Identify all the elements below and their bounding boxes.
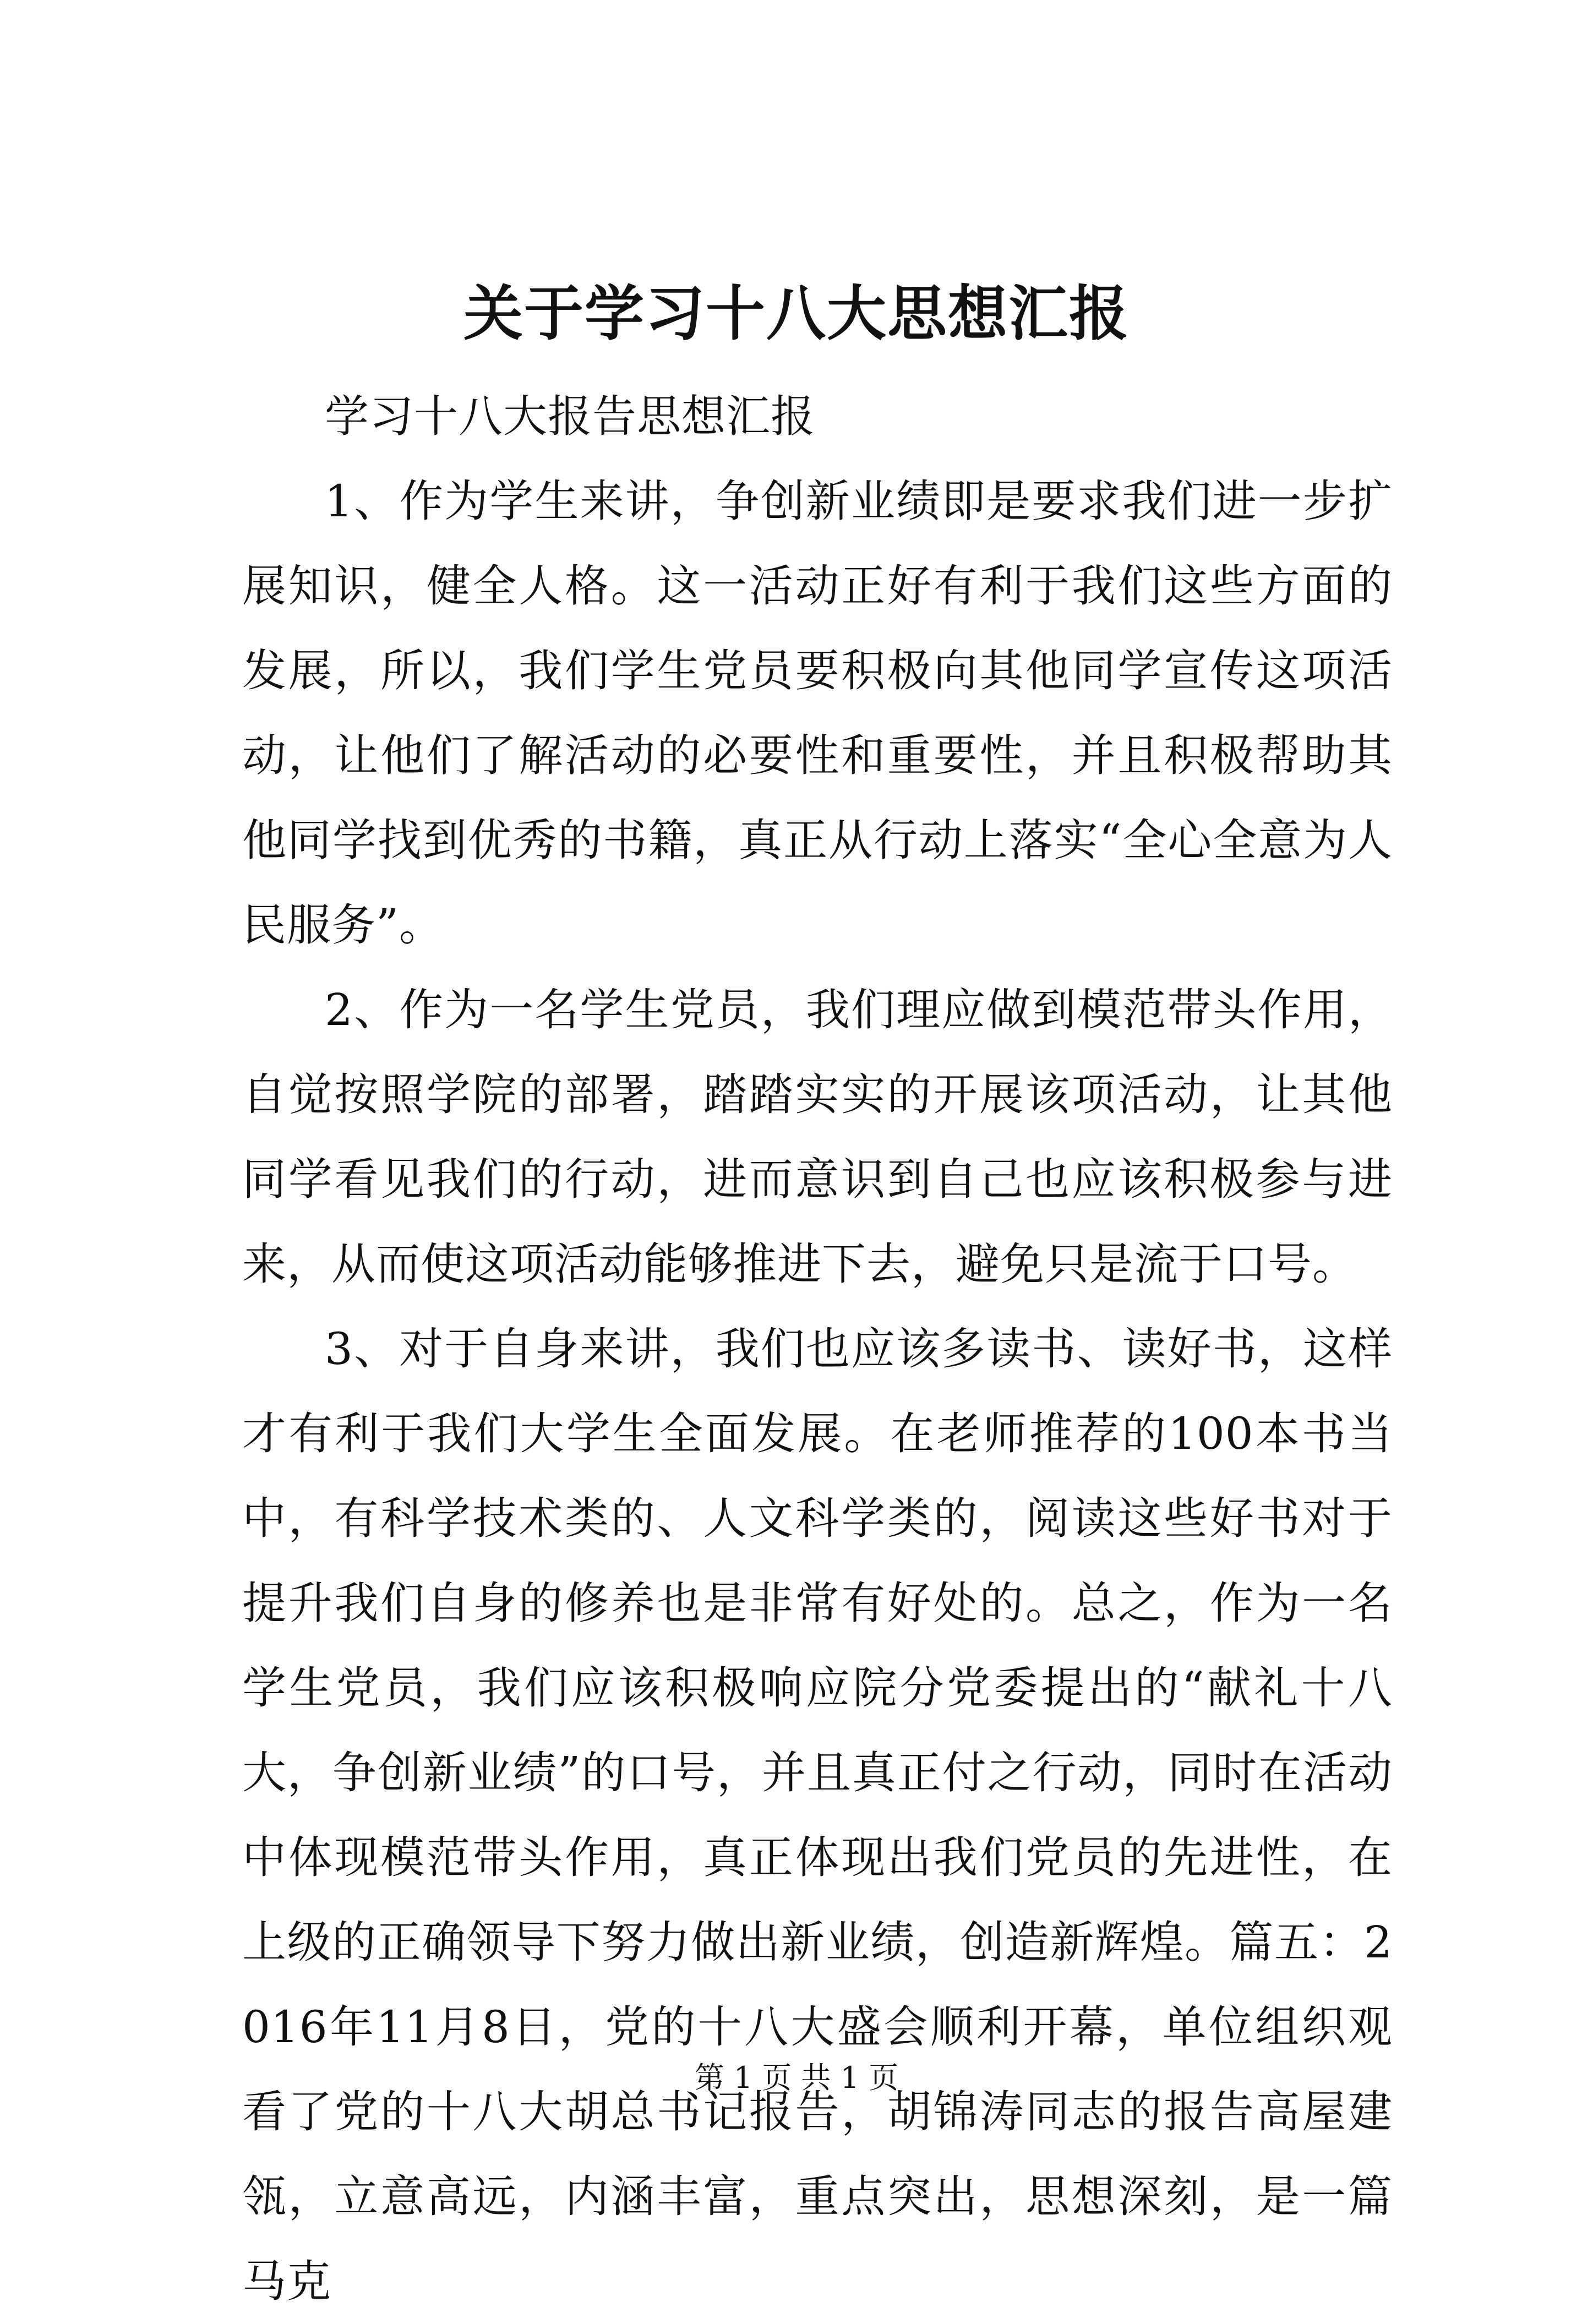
- paragraph-1: 1、作为学生来讲，争创新业绩即是要求我们进一步扩展知识，健全人格。这一活动正好有利于我们这些方面的发展，所以，我们学生党员要积极向其他同学宣传这项活动，让他们了解活动的必要性和重要性，并且积极帮助其他同学找到优秀的书籍，真正从行动上落实“全心全意为人民服务”。: [242, 476, 1393, 951]
- subtitle-paragraph: 学习十八大报告思想汇报: [325, 391, 815, 442]
- document-title: 关于学习十八大思想汇报: [463, 279, 1130, 348]
- document-body: [242, 374, 1393, 2324]
- paragraph-3: 3、对于自身来讲，我们也应该多读书、读好书，这样才有利于我们大学生全面发展。在老师推荐的100本书当中，有科学技术类的、人文科学类的，阅读这些好书对于提升我们自身的修养也是非常有好处的。总之，作为一名学生党员，我们应该积极响应院分党委提出的“献礼十八大，争创新业绩”的口号，并且真正付之行动，同时在活动中体现模范带头作用，真正体现出我们党员的先进性，在上级的正确领导下努力做出新业绩，创造新辉煌。篇五：2016年11月8日，党的十八大盛会顺利开幕，单位组织观看了党的十八大胡总书记报告，胡锦涛同志的报告高屋建瓴，立意高远，内涵丰富，重点突出，思想深刻，是一篇马克: [242, 1323, 1393, 2307]
- paragraph-2: 2、作为一名学生党员，我们理应做到模范带头作用，自觉按照学院的部署，踏踏实实的开展该项活动，让其他同学看见我们的行动，进而意识到自己也应该积极参与进来，从而使这项活动能够推进下去，避免只是流于口号。: [242, 984, 1393, 1290]
- page-footer: 第 1 页 共 1 页: [694, 2060, 899, 2095]
